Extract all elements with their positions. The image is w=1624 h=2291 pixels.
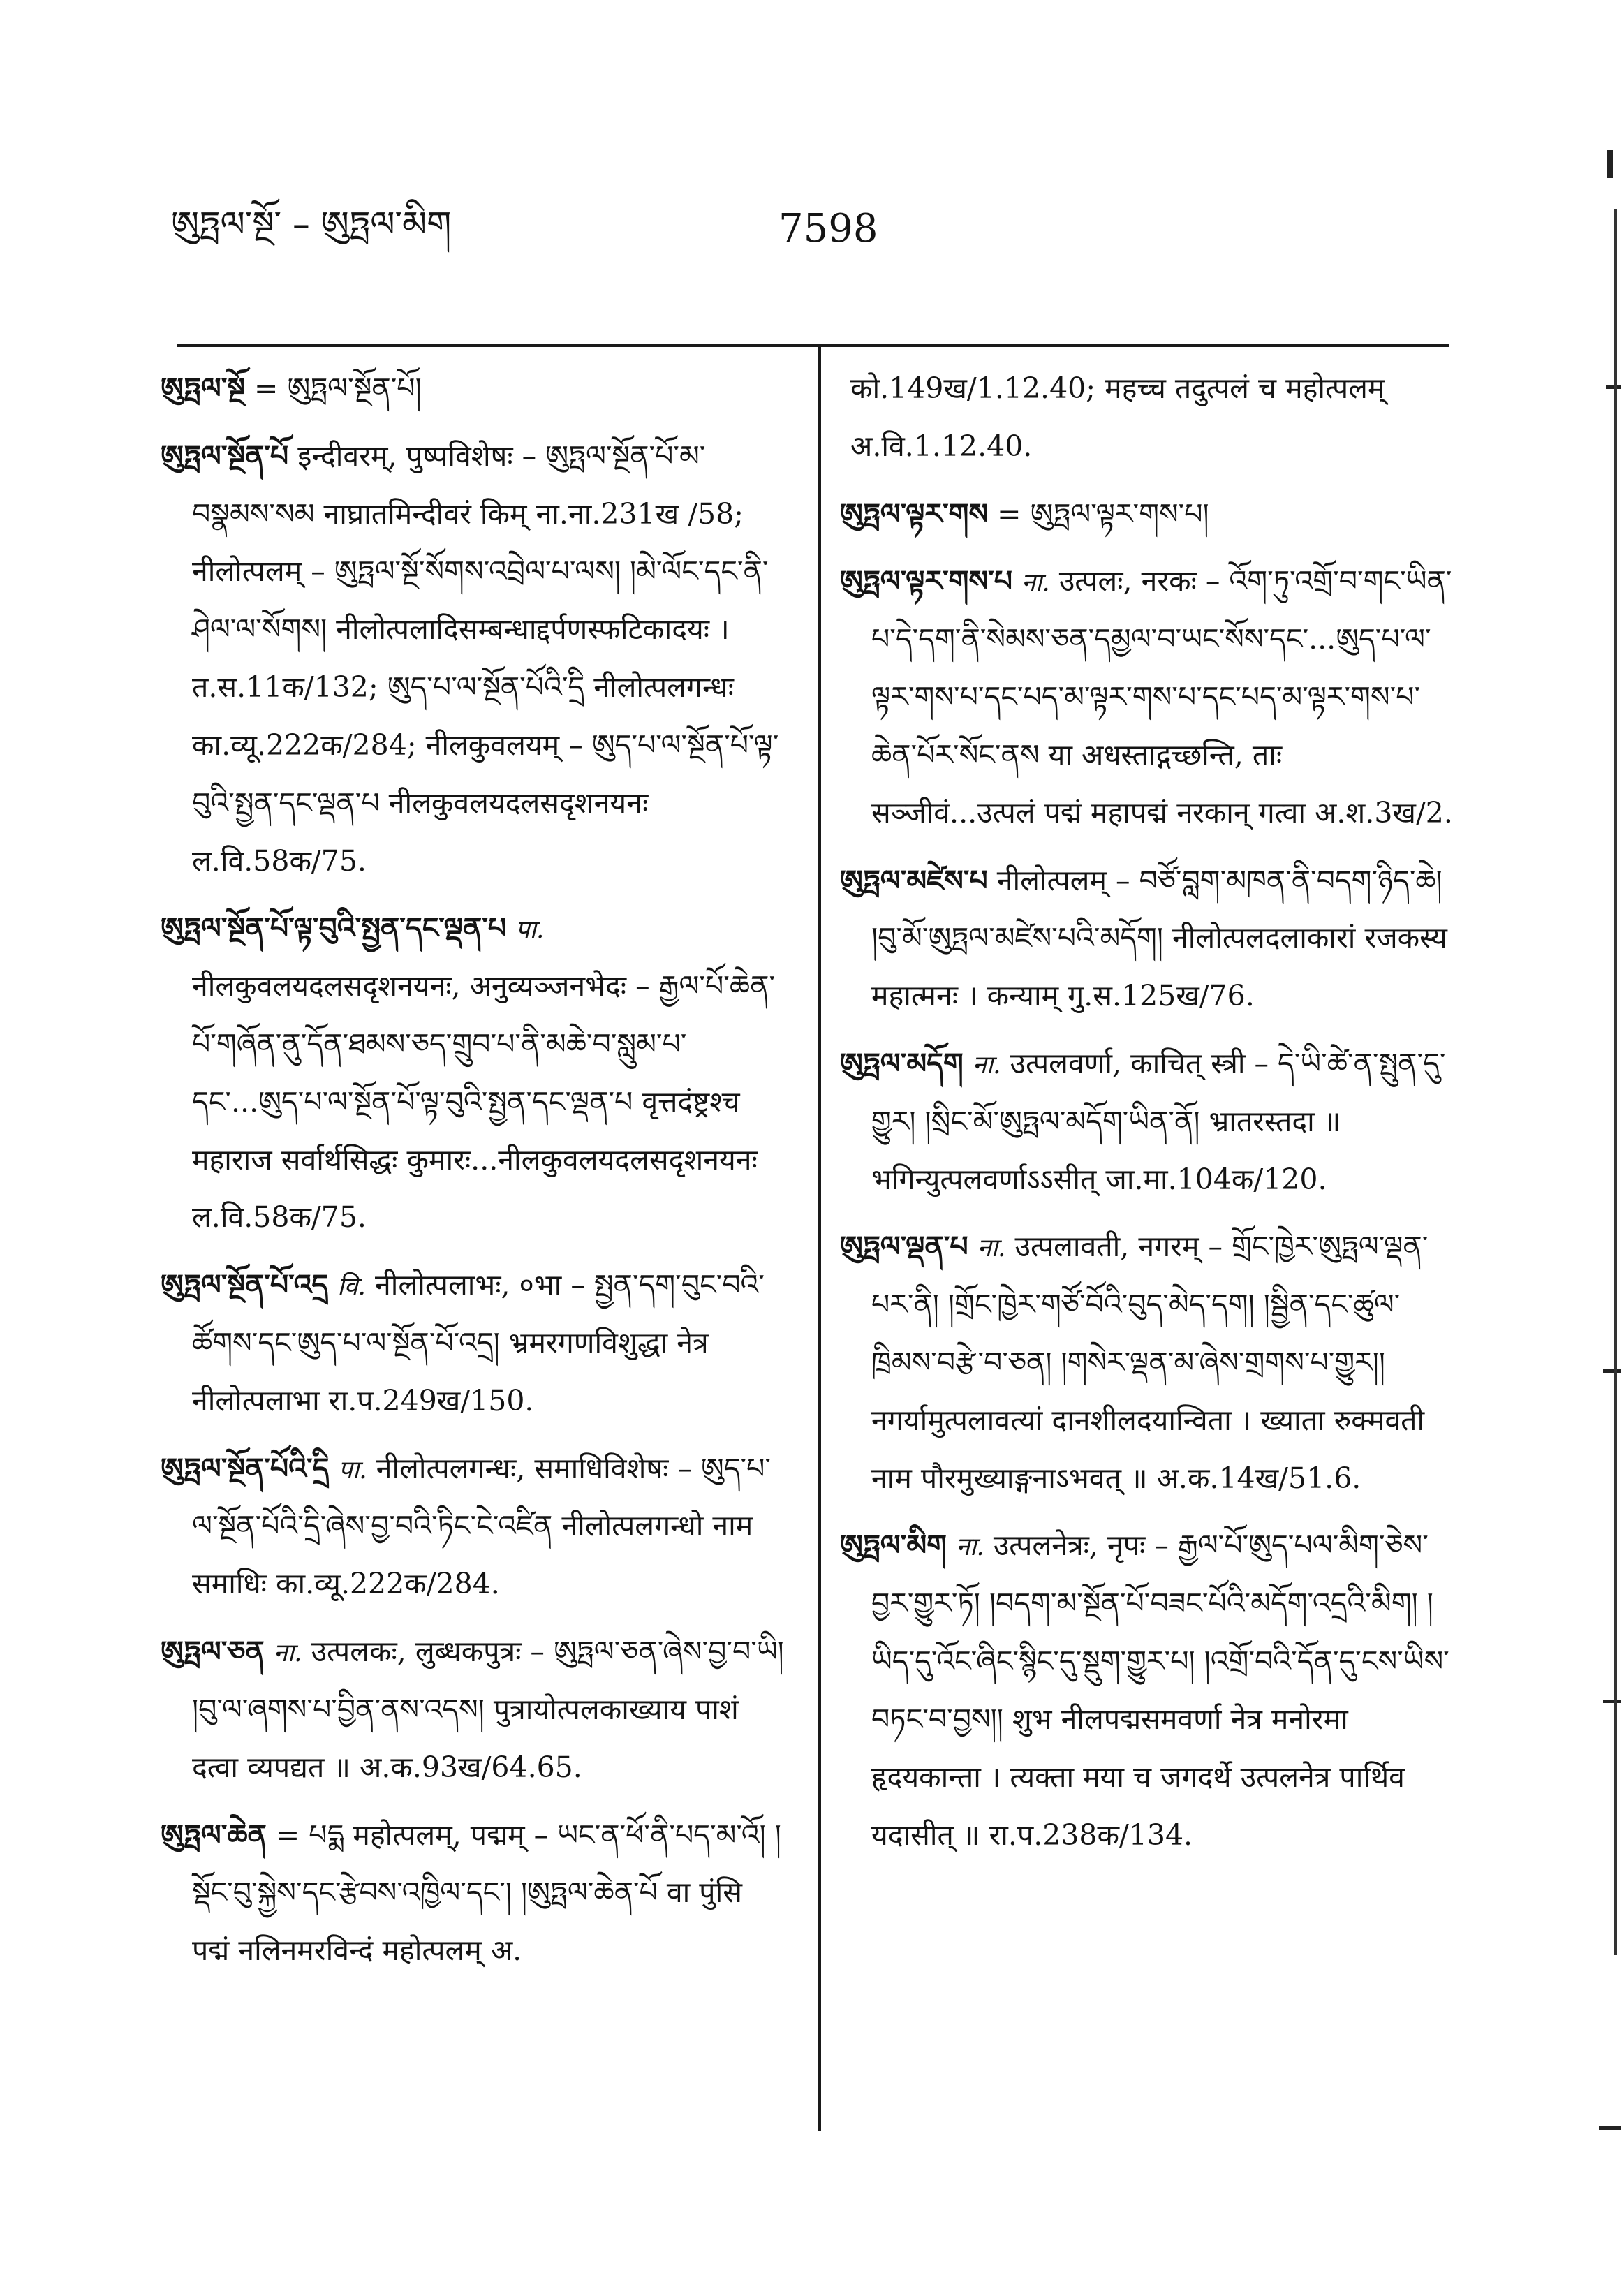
dictionary-entry [150,1623,785,1796]
entry-headword: ཨུཏྤལ་མཛེས་པ [840,863,988,897]
dictionary-entry [150,1806,785,1980]
grammar-label: ना. [972,1050,1001,1080]
entry-text: नीलोत्पलम् – བཙོ་བླག་མཁན་ནི་བདག་ཉིད་ཆེ། །བུ་མོ་ཨུཏྤལ་མཛེས་པའི་མདོག། नीलोत्पलदलाकारां रजकस्य महात्मनः । कन्याम् गु.स.125ख/76. [871,863,1447,1013]
right-column [829,360,1454,1873]
entry-text: उत्पलः, नरकः – འོག་ཏུ་འགྲོ་བ་གང་ཡིན་པ་དེ་དག་ནི་སེམས་ཅན་དམྱལ་བ་ཡང་སོས་དང་...ཨུད་པ་ལ་ལྟར་གས་པ་དང་པད་མ་ལྟར་གས་པ་དང་པད་མ་ལྟར་གས་པ་ཆེན་པོར་སོང་ནས या अधस्ताद्गच्छन्ति, ताः सञ्जीवं...उत्पलं पद्मं महापद्मं नरकान् गत्वा अ.श.3ख/2. [871,564,1453,830]
entry-text: उत्पलकः, लुब्धकपुत्रः – ཨུཏྤལ་ཅན་ཞེས་བྱ་བ་ཡི། །བུ་ལ་ཞགས་པ་བྱིན་ནས་འདས། पुत्रायोत्पलकाख्याय पाशं दत्वा व्यपद्यत ॥ अ.क.93ख/64.65. [192,1635,784,1784]
dictionary-entry [829,552,1454,841]
dictionary-entry [829,1218,1454,1507]
entry-headword: ཨུཏྤལ་མདོག [840,1046,964,1080]
entry-headword: ཨུཏྤལ་ལྟར་གས [840,496,989,531]
edge-mark [1603,1700,1621,1703]
entry-headword: ཨུཏྤལ་མིག [840,1528,947,1563]
dictionary-entry [150,899,785,1246]
dictionary-entry [150,1440,785,1613]
left-column [150,360,785,1989]
dictionary-entry [829,1035,1454,1208]
entry-text: = ཨུཏྤལ་སྔོན་པོ། [254,371,422,405]
dictionary-entry [150,1256,785,1429]
entry-headword: ཨུཏྤལ་ཅན [161,1635,265,1669]
entry-headword: ཨུཏྤལ་ཆེན [161,1818,267,1852]
entry-text: उत्पलावती, नगरम् – གྲོང་ཁྱེར་ཨུཏྤལ་ལྡན་པར་ནི། །གྲོང་ཁྱེར་གཙོ་བོའི་བུད་མེད་དག། །སྦྱིན་དང་ཚུལ་ཁྲིམས་བརྩེ་བ་ཅན། །གསེར་ལྡན་མ་ཞེས་གྲགས་པ་གྱུར།། नगर्यामुत्पलावत्यां दानशीलदयान्विता । ख्याता रुक्मवती नाम पौरमुख्याङ्गनाऽभवत् ॥ अ.क.14ख/51.6. [871,1230,1429,1495]
entry-headword: ཨུཏྤལ་སྔོན་པོ [161,439,289,473]
grammar-label: वि. [337,1272,366,1302]
grammar-label: पा. [515,915,545,945]
edge-mark [1607,150,1613,178]
entry-continuation [829,360,1454,476]
edge-mark [1599,2126,1621,2130]
entry-headword: ཨུཏྤལ་སྔོ [161,371,245,405]
entry-headword: ཨུཏྤལ་སྔོན་པོའི་དྲི [161,1451,330,1485]
dictionary-entry [829,1517,1454,1864]
grammar-label: पा. [338,1455,367,1485]
grammar-label: ना. [956,1533,984,1562]
entry-text: उत्पलवर्णा, काचित् स्त्री – དེ་ཡི་ཚེ་ན་སྤུན་དུ་གྱུར། །སྲིང་མོ་ཨུཏྤལ་མདོག་ཡིན་ནོ། भ्रातरस्तदा ॥ भगिन्युत्पलवर्णाऽऽसीत् जा.मा.104क/120. [871,1046,1446,1196]
entry-headword: ཨུཏྤལ་ལྡན་པ [840,1230,968,1264]
entry-text: को.149ख/1.12.40; महच्च तदुत्पलं च महोत्पलम् अ.वि.1.12.40. [850,371,1385,463]
running-head: ཨུཏྤལ་སྔོ་ – ཨུཏྤལ་མིག [171,204,452,244]
entry-text: इन्दीवरम्, पुष्पविशेषः – ཨུཏྤལ་སྔོན་པོ་མ་བསྣམས་སམ नाघ्रातमिन्दीवरं किम् ना.ना.231ख /58; नीलोत्पलम् – ཨུཏྤལ་སྔོ་སོགས་འབྲེལ་པ་ལས། །མེ་ལོང་དང་ནི་ཤེལ་ལ་སོགས། नीलोत्पलादिसम्बन्धाद्दर्पणस्फटिकादयः । त.स.11क/132; ཨུད་པ་ལ་སྔོན་པོའི་དྲི नीलोत्पलगन्धः का.व्यू.222क/284; नीलकुवलयम् – ཨུད་པ་ལ་སྔོན་པོ་ལྟ་བུའི་སྤྱན་དང་ལྡན་པ नीलकुवलयदलसदृशनयनः ल.वि.58क/75. [192,439,779,878]
entry-text: नीलोत्पलगन्धः, समाधिविशेषः – ཨུད་པ་ལ་སྔོན་པོའི་དྲི་ཞེས་བྱ་བའི་ཏིང་ངེ་འཛིན नीलोत्पलगन्धो नाम समाधिः का.व्यू.222क/284. [192,1451,772,1601]
grammar-label: ना. [1021,568,1050,598]
grammar-label: ना. [977,1234,1006,1263]
grammar-label: ना. [273,1639,302,1668]
edge-mark [1606,385,1621,389]
page-number: 7598 [778,206,878,251]
entry-text: नीलोत्पलाभः, ०भा – སྤྱན་དག་བུང་བའི་ཚོགས་དང་ཨུད་པ་ལ་སྔོན་པོ་འདྲ། भ्रमरगणविशुद्धा नेत्र नीलोत्पलाभा रा.प.249ख/150. [192,1268,765,1417]
entry-headword: ཨུཏྤལ་སྔོན་པོ་འདྲ [161,1268,329,1302]
entry-text: = ཨུཏྤལ་ལྟར་གས་པ། [997,496,1209,531]
edge-mark [1603,1369,1621,1373]
dictionary-entry [829,485,1454,543]
dictionary-entry [829,852,1454,1025]
entry-text: = པདྨ महोत्पलम्, पद्मम् – ཡང་ན་ཕོ་ནི་པད་མ་འོ། །སྡོང་བུ་སྐྱེས་དང་རྩེབས་འཁྱིལ་དང་། །ཨུཏྤལ་ཆེན་པོ वा पुंसि पद्मं नलिनमरविन्दं महोत्पलम् अ. [192,1818,781,1968]
page-edge-line [1614,209,1617,1955]
header-rule [177,344,1449,347]
entry-text: उत्पलनेत्रः, नृपः – རྒྱལ་པོ་ཨུད་པལ་མིག་ཅེས་བྱར་གྱུར་ཏོ། །བདག་མ་སྔོན་པོ་བཟང་པོའི་མདོག་འདྲའི་མིག། །ཡིད་དུ་འོང་ཞིང་སྙིང་དུ་སྡུག་གྱུར་པ། །འགྲོ་བའི་དོན་དུ་ངས་ཡིས་བཏང་བ་བྱས།། शुभ नीलपद्मसमवर्णा नेत्र मनोरमा हृदयकान्ता । त्यक्ता मया च जगदर्थे उत्पलनेत्र पार्थिव यदासीत् ॥ रा.प.238क/134. [871,1528,1449,1852]
entry-headword: ཨུཏྤལ་སྔོན་པོ་ལྟ་བུའི་སྤྱན་དང་ལྡན་པ [161,911,507,945]
column-divider [818,347,821,2131]
entry-text: नीलकुवलयदलसदृशनयनः, अनुव्यञ्जनभेदः – རྒྱལ་པོ་ཆེན་པོ་གཞོན་ནུ་དོན་ཐམས་ཅད་གྲུབ་པ་ནི་མཆེ་བ་སླུམ་པ་དང་...ཨུད་པ་ལ་སྔོན་པོ་ལྟ་བུའི་སྤྱན་དང་ལྡན་པ वृत्तदंष्ट्रश्च महाराज सर्वार्थसिद्धः कुमारः...नीलकुवलयदलसदृशनयनः ल.वि.58क/75. [192,969,776,1235]
dictionary-entry [150,427,785,890]
entry-headword: ཨུཏྤལ་ལྟར་གས་པ [840,564,1012,598]
dictionary-entry [150,360,785,418]
